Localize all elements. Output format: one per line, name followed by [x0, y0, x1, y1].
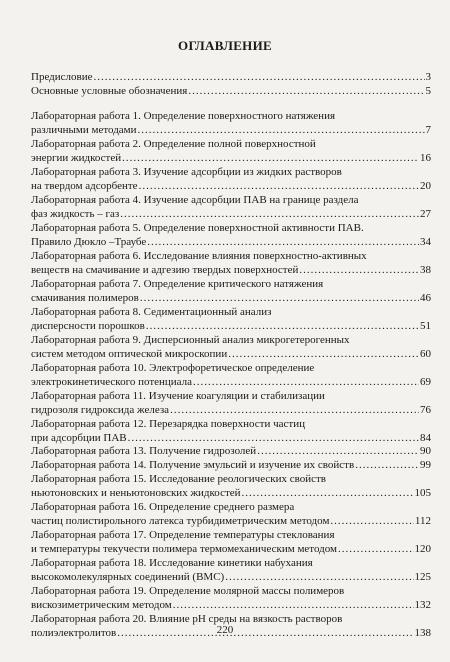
toc-entry-text: Основные условные обозначения: [31, 85, 188, 97]
toc-entry-text: гидрозоля гидроксида железа: [31, 404, 170, 416]
toc-entry-page: 125: [414, 571, 431, 583]
toc-entry-page: 34: [420, 236, 431, 248]
toc-entry-text: электрокинетического потенциала: [31, 376, 193, 388]
toc-entry-text: высокомолекулярных соединений (ВМС): [31, 571, 225, 583]
toc-entry-page: 46: [420, 292, 431, 304]
toc-entry-page: 16: [420, 152, 431, 164]
toc-dot-leader: [338, 542, 414, 556]
toc-entry-text: Лабораторная работа 18. Исследование кинетики набухания: [31, 557, 313, 569]
toc-entry-page: 99: [420, 459, 431, 471]
toc-dot-leader: [138, 123, 425, 137]
toc-entry-text: фаз жидкость – газ: [31, 208, 120, 220]
toc-entry-text: при адсорбции ПАВ: [31, 432, 127, 444]
toc-entry-text: полиэлектролитов: [31, 627, 117, 639]
toc-entry-page: 120: [414, 543, 431, 555]
toc-entry-text: Лабораторная работа 8. Седиментационный анализ: [31, 306, 272, 318]
toc-entry-text: Лабораторная работа 6. Исследование влияния поверхностно-активных: [31, 250, 367, 262]
page-number: 220: [216, 624, 234, 636]
toc-entry-text: Лабораторная работа 2. Определение полной поверхностной: [31, 138, 316, 150]
toc-entry-page: 7: [425, 124, 431, 136]
toc-entry-text: Правило Дюкло –Траубе: [31, 236, 147, 248]
toc-dot-leader: [299, 263, 419, 277]
toc-entry-page: 105: [414, 487, 431, 499]
toc-entry-text: различными методами: [31, 124, 137, 136]
toc-dot-leader: [228, 347, 419, 361]
toc-dot-leader: [147, 235, 419, 249]
toc-entry-text: Лабораторная работа 13. Получение гидрозолей: [31, 445, 257, 457]
toc-entry-text: энергии жидкостей: [31, 152, 122, 164]
toc-entry-page: 60: [420, 348, 431, 360]
toc-entry-page: 90: [420, 445, 431, 457]
toc-entry-text: веществ на смачивание и адгезию твердых поверхностей: [31, 264, 299, 276]
toc-entry-text: Лабораторная работа 17. Определение температуры стеклования: [31, 529, 335, 541]
toc-entry-page: 38: [420, 264, 431, 276]
toc-entry-page: 76: [420, 404, 431, 416]
toc-entry-page: 69: [420, 376, 431, 388]
toc-entry-text: Лабораторная работа 14. Получение эмульсий и изучение их свойств: [31, 459, 355, 471]
toc-entry-page: 51: [420, 320, 431, 332]
toc-entry-text: Лабораторная работа 16. Определение среднего размера: [31, 501, 295, 513]
toc-dot-leader: [140, 291, 419, 305]
toc-entry-page: 3: [425, 71, 431, 83]
toc-entry-text: и температуры текучести полимера термомеханическим методом: [31, 543, 337, 555]
toc-entry-text: частиц полистирольного латекса турбидиметрическим методом: [31, 515, 330, 527]
toc-dot-leader: [188, 84, 424, 98]
toc-dot-leader: [139, 179, 419, 193]
toc-dot-leader: [242, 486, 414, 500]
toc-dot-leader: [193, 375, 419, 389]
toc-entry-text: Лабораторная работа 1. Определение поверхностного натяжения: [31, 110, 336, 122]
toc-entry-text: Лабораторная работа 7. Определение критического натяжения: [31, 278, 324, 290]
toc-entry-page: 138: [414, 627, 431, 639]
toc-entry-text: Лабораторная работа 19. Определение молярной массы полимеров: [31, 585, 345, 597]
toc-dot-leader: [170, 403, 419, 417]
toc-dot-leader: [120, 207, 419, 221]
toc-dot-leader: [173, 598, 414, 612]
toc-entry-text: систем методом оптической микроскопии: [31, 348, 228, 360]
toc-entry-text: Лабораторная работа 5. Определение поверхностной активности ПАВ.: [31, 222, 364, 234]
toc-entry-text: дисперсности порошков: [31, 320, 145, 332]
toc-entry-text: Лабораторная работа 20. Влияние pH среды на вязкость растворов: [31, 613, 343, 625]
toc-entry-text: ньютоновских и неньютоновских жидкостей: [31, 487, 241, 499]
toc-entry-page: 20: [420, 180, 431, 192]
toc-entry-text: Лабораторная работа 9. Дисперсионный анализ микрогетерогенных: [31, 334, 350, 346]
toc-dot-leader: [128, 431, 419, 445]
toc-dot-leader: [94, 70, 425, 84]
toc-entry-text: Лабораторная работа 12. Перезарядка поверхности частиц: [31, 418, 305, 430]
toc-entry-page: 5: [425, 85, 431, 97]
toc-dot-leader: [355, 458, 419, 472]
toc-dot-leader: [257, 444, 419, 458]
toc-entry-text: Лабораторная работа 10. Электрофоретическое определение: [31, 362, 315, 374]
toc-dot-leader: [330, 514, 414, 528]
toc-dot-leader: [146, 319, 419, 333]
toc-entry-text: Предисловие: [31, 71, 93, 83]
toc-entry-text: вискозиметрическим методом: [31, 599, 172, 611]
toc-entry-text: на твердом адсорбенте: [31, 180, 138, 192]
toc-dot-leader: [122, 151, 419, 165]
toc-entry-text: Лабораторная работа 11. Изучение коагуляции и стабилизации: [31, 390, 325, 402]
toc-entry-page: 132: [414, 599, 431, 611]
toc-dot-leader: [225, 570, 413, 584]
toc-title: ОГЛАВЛЕНИЕ: [178, 38, 272, 53]
toc-entry-page: 112: [414, 515, 431, 527]
toc-entry-page: 27: [420, 208, 431, 220]
toc-entry-text: Лабораторная работа 15. Исследование реологических свойств: [31, 473, 327, 485]
toc-entry-page: 84: [420, 432, 431, 444]
toc-entry-text: Лабораторная работа 3. Изучение адсорбции из жидких растворов: [31, 166, 342, 178]
toc-entry-text: смачивания полимеров: [31, 292, 139, 304]
toc-entry-text: Лабораторная работа 4. Изучение адсорбции ПАВ на границе раздела: [31, 194, 359, 206]
